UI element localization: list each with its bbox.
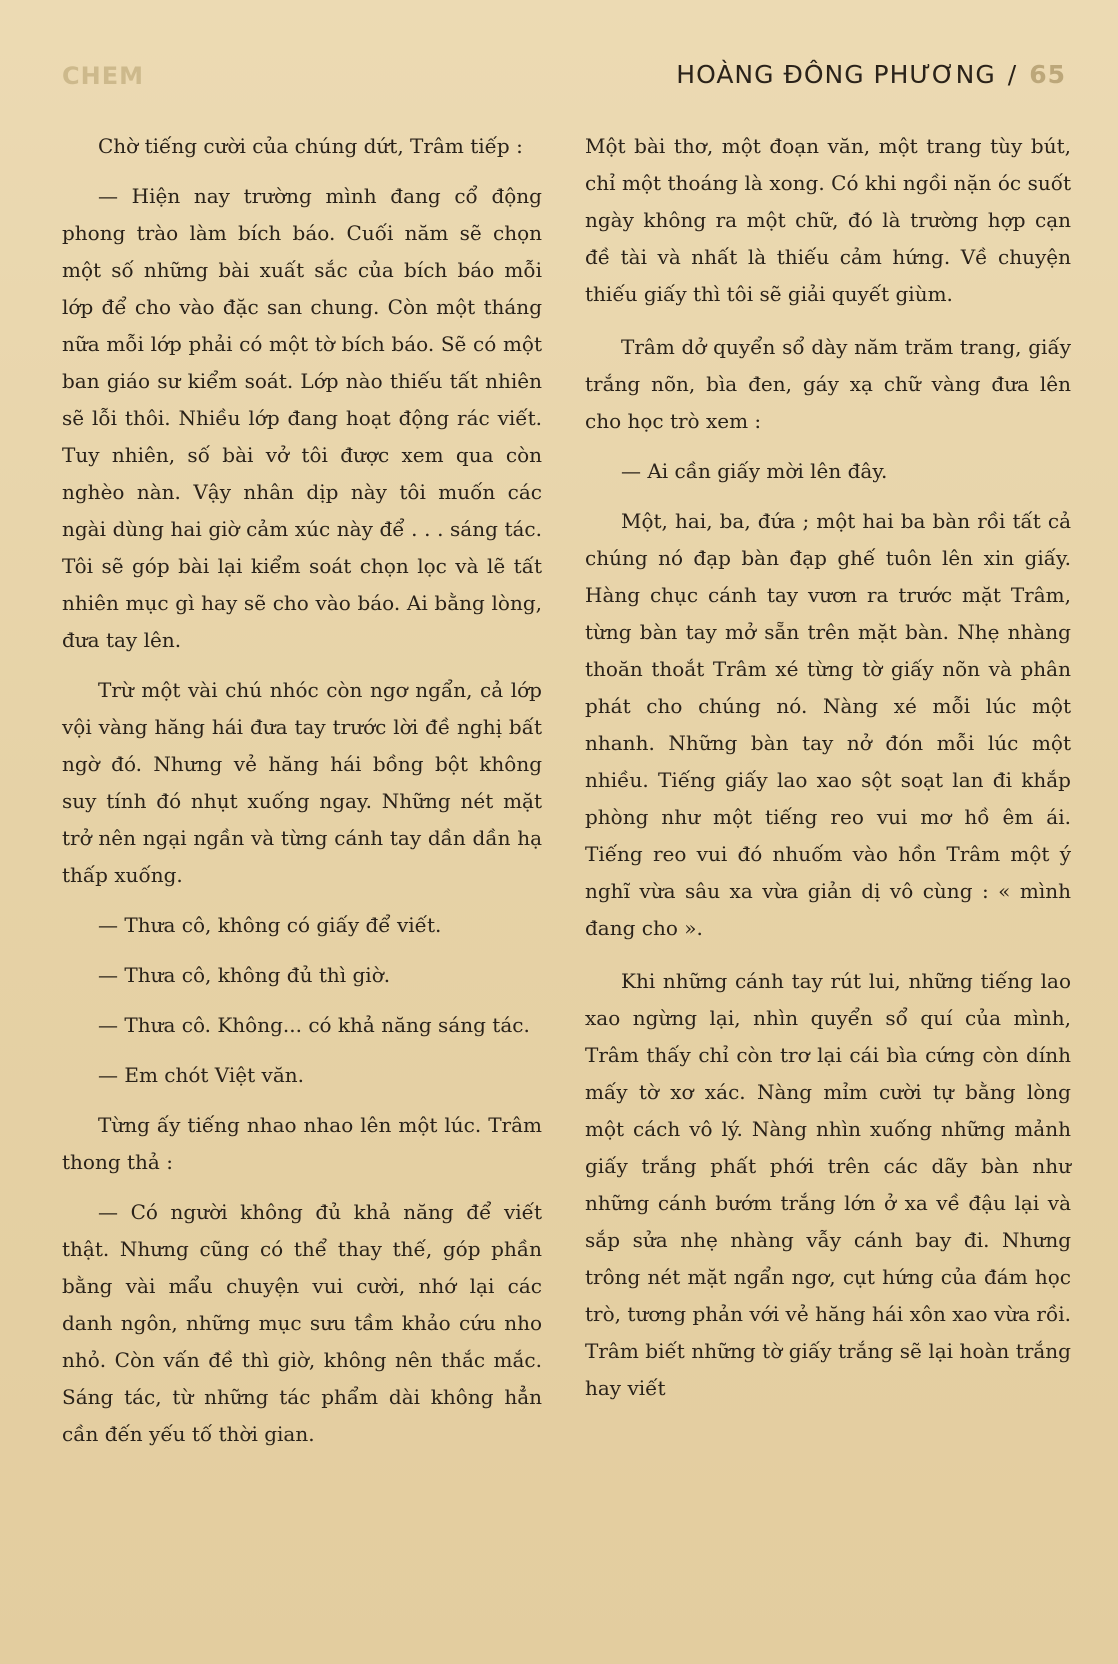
paragraph: Một, hai, ba, đứa ; một hai ba bàn rồi tất cả chúng nó đạp bàn đạp ghế tuôn lên xin giấy. Hàng chục cánh tay vươn ra trước mặt Trâm, từng bàn tay mở sẵn trên mặt bàn. Nhẹ nhàng thoăn thoắt Trâm xé từng tờ giấy nõn và phân phát cho chúng nó. Nàng xé mỗi lúc một nhanh. Những bàn tay nở đón mỗi lúc một nhiều. Tiếng giấy lao xao sột soạt lan đi khắp phòng như một tiếng reo vui mơ hồ êm ái. Tiếng reo vui đó nhuốm vào hồn Trâm một ý nghĩ vừa sâu xa vừa giản dị vô cùng : « mình đang cho ». [585, 509, 1071, 940]
page-number: 65 [1029, 60, 1066, 89]
dialogue-line: — Em chót Việt văn. [98, 1063, 304, 1087]
paragraph: Chờ tiếng cười của chúng dứt, Trâm tiếp : [98, 134, 523, 158]
paragraph: Trừ một vài chú nhóc còn ngơ ngẩn, cả lớp vội vàng hăng hái đưa tay trước lời đề nghị bất ngờ đó. Nhưng vẻ hăng hái bồng bột không suy tính đó nhụt xuống ngay. Những nét mặt trở nên ngại ngần và từng cánh tay dần dần hạ thấp xuống. [62, 678, 542, 887]
paragraph: Khi những cánh tay rút lui, những tiếng lao xao ngừng lại, nhìn quyển sổ quí của mình, Trâm thấy chỉ còn trơ lại cái bìa cứng còn dính mấy tờ xơ xác. Nàng mỉm cười tự bằng lòng một cách vô lý. Nàng nhìn xuống những mảnh giấy trắng phất phới trên các dãy bàn như những cánh bướm trắng lớn ở xa về đậu lại và sắp sửa nhẹ nhàng vẫy cánh bay đi. Nhưng trông nét mặt ngẩn ngơ, cụt hứng của đám học trò, tương phản với vẻ hăng hái xôn xao vừa rồi. Trâm biết những tờ giấy trắng sẽ lại hoàn trắng hay viết [585, 969, 1071, 1400]
dialogue-line: — Thưa cô, không có giấy để viết. [98, 913, 442, 937]
author-title: HOÀNG ĐÔNG PHƯƠNG [676, 60, 996, 89]
dialogue-line: — Thưa cô. Không... có khả năng sáng tác. [98, 1013, 530, 1037]
paragraph: Trâm dở quyển sổ dày năm trăm trang, giấy trắng nõn, bìa đen, gáy xạ chữ vàng đưa lên cho học trò xem : [585, 335, 1071, 433]
paragraph: — Hiện nay trường mình đang cổ động phong trào làm bích báo. Cuối năm sẽ chọn một số những bài xuất sắc của bích báo mỗi lớp để cho vào đặc san chung. Còn một tháng nữa mỗi lớp phải có một tờ bích báo. Sẽ có một ban giáo sư kiểm soát. Lớp nào thiếu tất nhiên sẽ lỗi thôi. Nhiều lớp đang hoạt động rác viết. Tuy nhiên, số bài vở tôi được xem qua còn nghèo nàn. Vậy nhân dịp này tôi muốn các ngài dùng hai giờ cảm xúc này để . . . sáng tác. Tôi sẽ góp bài lại kiểm soát chọn lọc và lẽ tất nhiên mục gì hay sẽ cho vào báo. Ai bằng lòng, đưa tay lên. [62, 184, 542, 652]
paragraph-continued: Một bài thơ, một đoạn văn, một trang tùy bút, chỉ một thoáng là xong. Có khi ngồi nặn óc suốt ngày không ra một chữ, đó là trường hợp cạn đề tài và nhất là thiếu cảm hứng. Về chuyện thiếu giấy thì tôi sẽ giải quyết giùm. [585, 134, 1071, 306]
dialogue-line: — Thưa cô, không đủ thì giờ. [98, 963, 391, 987]
dialogue-line: — Ai cần giấy mời lên đây. [621, 459, 888, 483]
right-column [585, 128, 1071, 1420]
running-head-right [676, 60, 1066, 89]
paragraph: — Có người không đủ khả năng để viết thật. Nhưng cũng có thể thay thế, góp phần bằng vài mẩu chuyện vui cười, nhớ lại các danh ngôn, những mục sưu tầm khảo cứu nho nhỏ. Còn vấn đề thì giờ, không nên thắc mắc. Sáng tác, từ những tác phẩm dài không hẳn cần đến yếu tố thời gian. [62, 1200, 542, 1446]
paragraph: Từng ấy tiếng nhao nhao lên một lúc. Trâm thong thả : [62, 1113, 542, 1174]
header-separator: / [1007, 60, 1018, 89]
left-column [62, 128, 542, 1466]
running-head-left: CHEM [62, 62, 144, 90]
